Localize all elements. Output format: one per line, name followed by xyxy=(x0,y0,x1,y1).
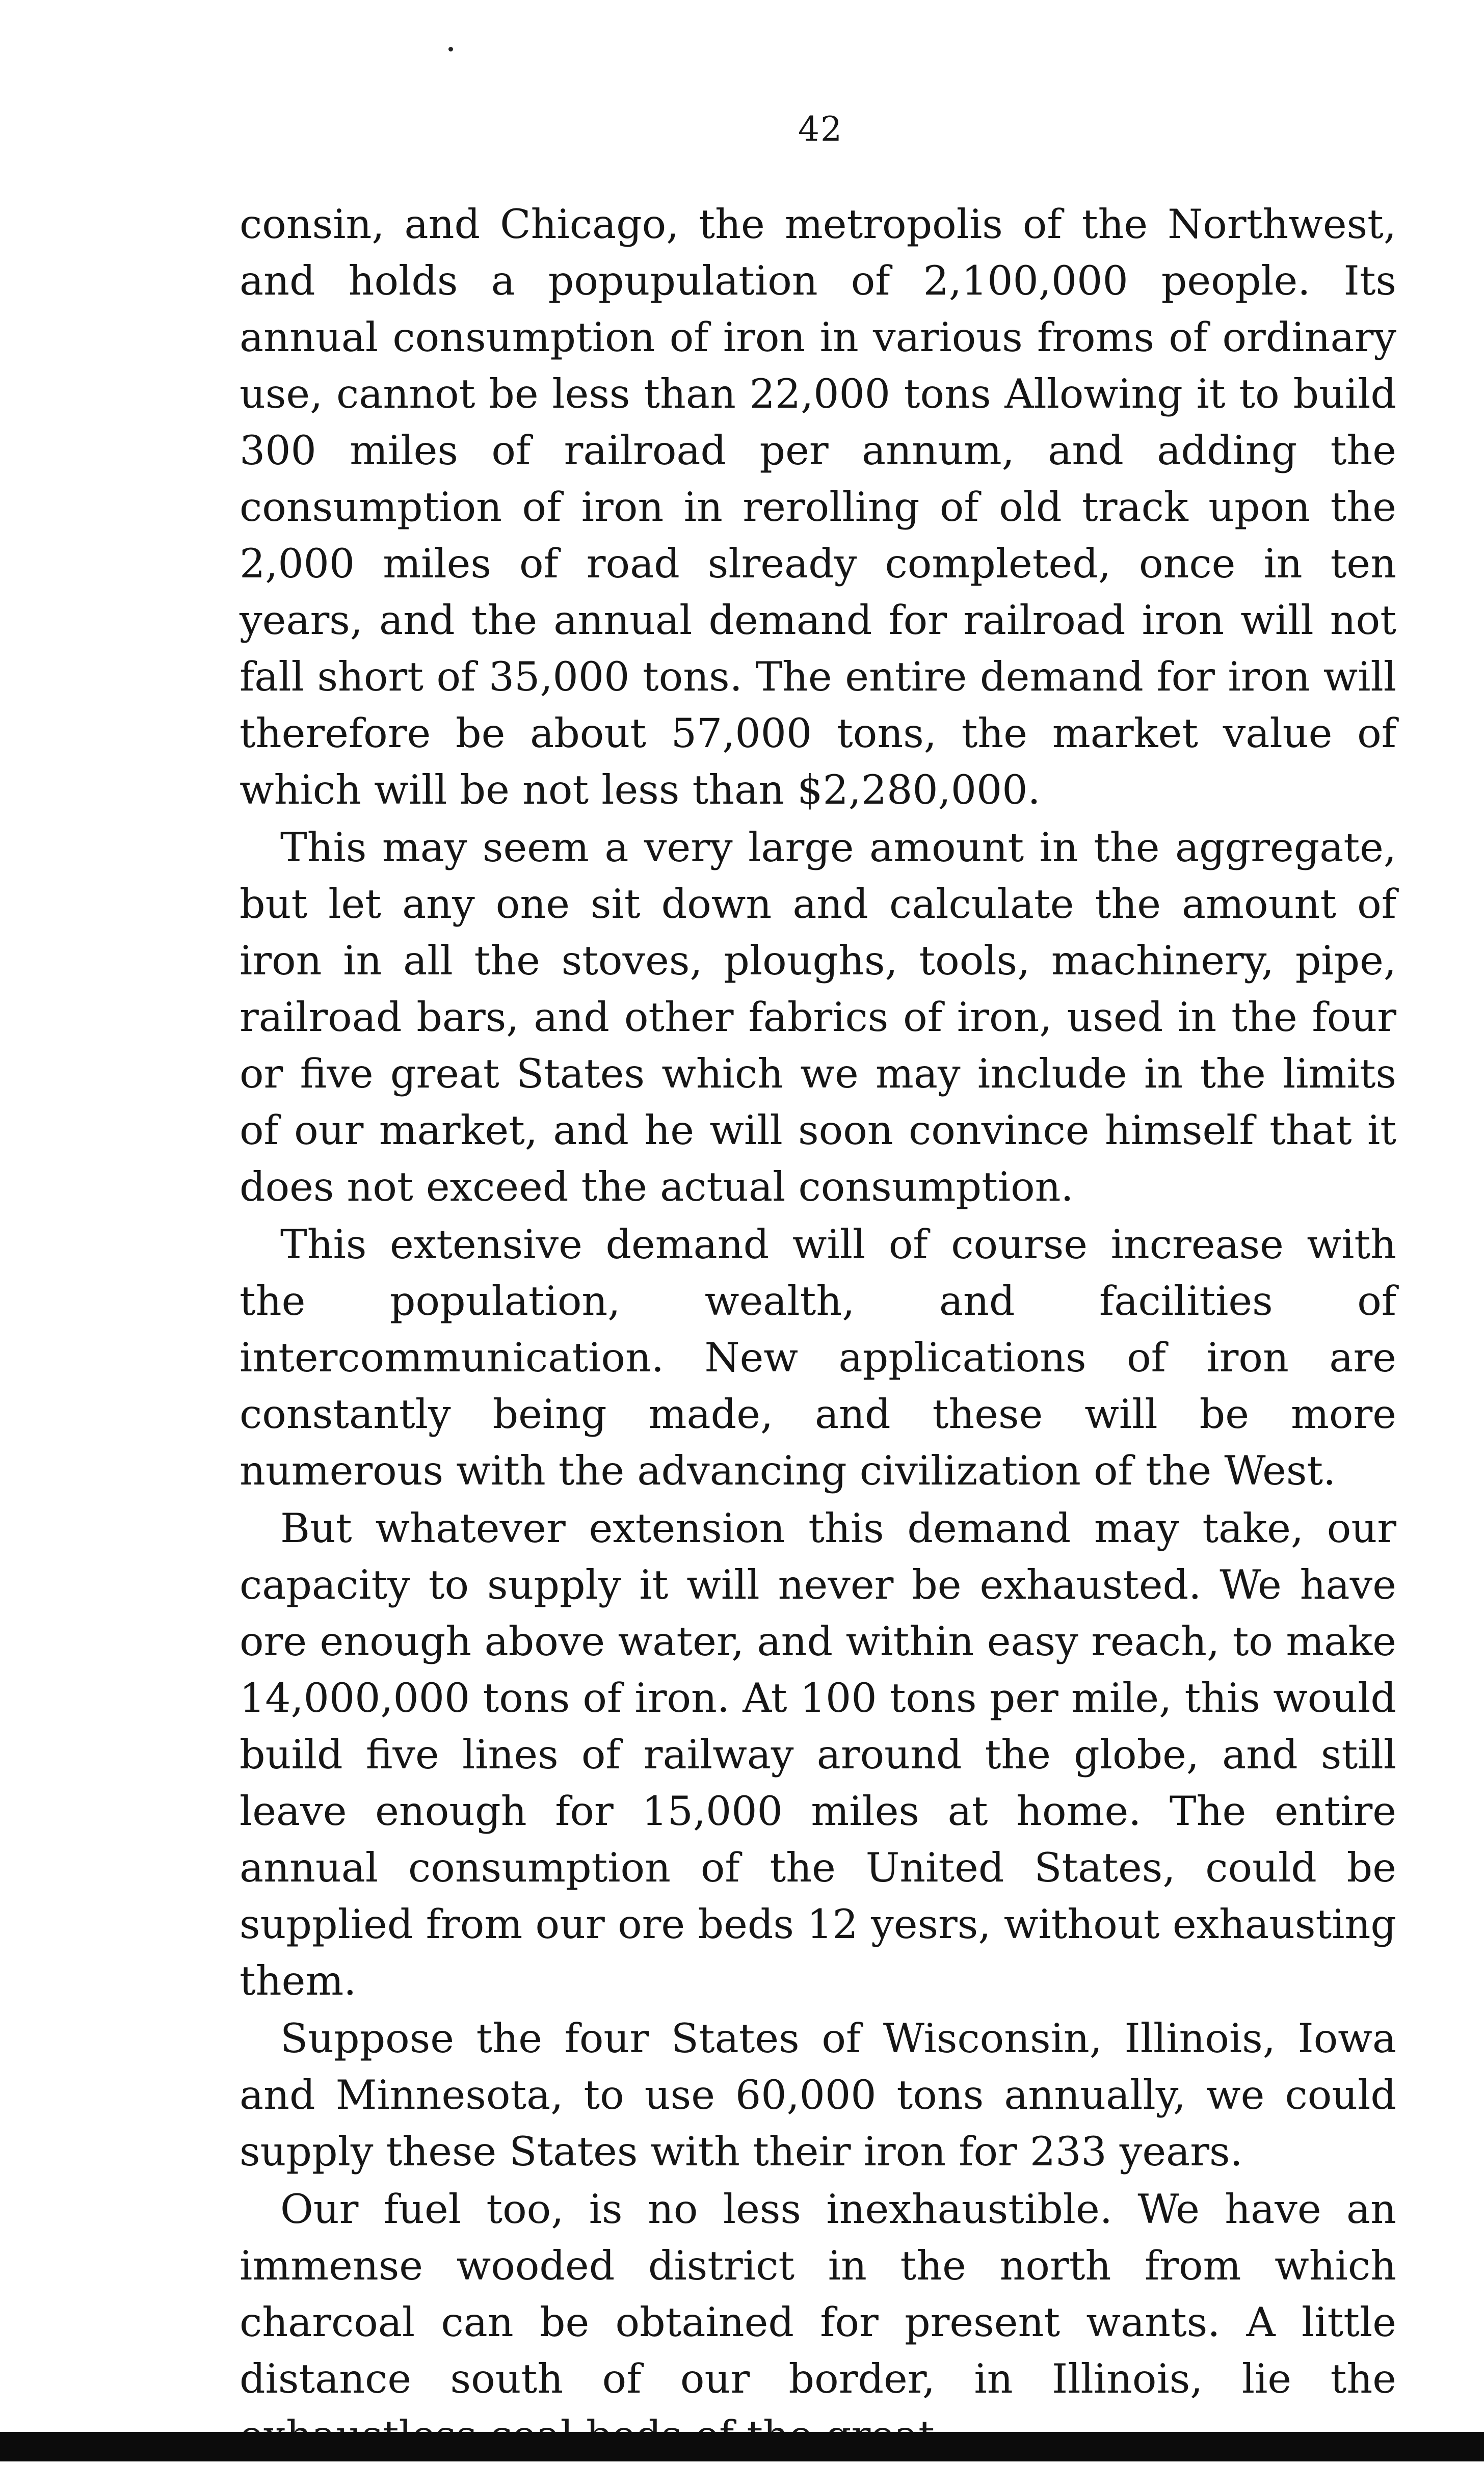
paragraph: consin, and Chicago, the metropolis of the Northwest, and holds a popupulation of 2,100,000 people. Its annual consumption of iron in various froms of ordinary use, cannot be less than 22,000 tons Allowing it to build 300 miles of railroad per annum, and adding the consumption of iron in rerolling of old track upon the 2,000 miles of road slready completed, once in ten years, and the annual demand for railroad iron will not fall short of 35,000 tons. The entire demand for iron will therefore be about 57,000 tons, the market value of which will be not less than $2,280,000. xyxy=(240,201,1396,813)
paragraph: But whatever extension this demand may take, our capacity to supply it will never be exhausted. We have ore enough above water, and within easy reach, to make 14,000,000 tons of iron. At 100 tons per mile, this would build five lines of railway around the globe, and still leave enough for 15,000 miles at home. The entire annual consumption of the United States, could be supplied from our ore beds 12 yesrs, without exhausting them. xyxy=(240,1505,1396,2004)
paragraph: Our fuel too, is no less inexhaustible. We have an immense wooded district in the north from which charcoal can be obtained for present wants. A little distance south of our border, in Illinois, lie the xyxy=(240,2186,1396,2402)
paragraph: This extensive demand will of course increase with the population, wealth, and facilities of intercommunication. New applications of iron are constantly being made, and these will be more numerous with the advancing civilization of the West. xyxy=(240,1221,1396,1494)
paragraph: This may seem a very large amount in the aggregate, but let any one sit down and calculate the amount of iron in all the stoves, ploughs, tools, machinery, pipe, railroad bars, and other fabrics of iron, used in the four or five great States which we may include in the limits of our market, and he will soon convince himself that it does not exceed the actual consumption. xyxy=(240,824,1396,1210)
page-number: 42 xyxy=(798,110,843,149)
bottom-edge-rule xyxy=(0,2432,1484,2461)
paragraph: Suppose the four States of Wisconsin, Illinois, Iowa and Minnesota, to use 60,000 tons annually, we could supply these States with their iron for 233 years. xyxy=(240,2015,1396,2175)
ink-speck xyxy=(448,47,453,51)
body-text xyxy=(240,196,1396,2465)
